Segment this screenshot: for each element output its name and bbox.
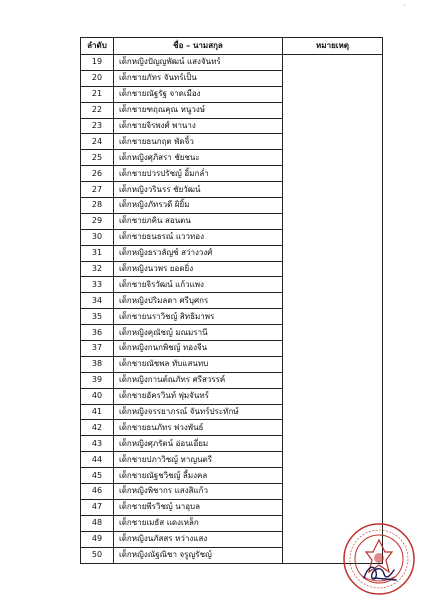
row-note [283,213,383,229]
student-name: เด็กชายณัชพล ทับแสนทบ [114,356,283,372]
student-roster-table [80,37,383,564]
row-note [283,55,383,71]
row-number: 37 [81,341,114,357]
student-name: เด็กชายภัทร จันทร์เป็น [114,70,283,86]
student-name: เด็กหญิงธรวลัญช์ สว่างวงศ์ [114,245,283,261]
row-number: 42 [81,420,114,436]
row-note [283,182,383,198]
student-name: เด็กหญิงกานต์ณภัทร ศรีสวรรค์ [114,372,283,388]
row-note [283,484,383,500]
student-name: เด็กหญิงปัญญพัฒน์ แสงจันทร์ [114,55,283,71]
row-number: 36 [81,325,114,341]
row-note [283,277,383,293]
student-name: เด็กหญิงนวพร ยอดยิ่ง [114,261,283,277]
table-row [81,356,383,372]
table-row [81,55,383,71]
row-number: 23 [81,118,114,134]
table-row [81,293,383,309]
row-note [283,388,383,404]
row-number: 41 [81,404,114,420]
row-number: 35 [81,309,114,325]
row-number: 46 [81,484,114,500]
row-note [283,198,383,214]
row-note [283,468,383,484]
row-number: 30 [81,229,114,245]
row-note [283,404,383,420]
table-row [81,213,383,229]
table-row [81,198,383,214]
student-name: เด็กชายปวรปรัชญ์ อิ้มกล่ำ [114,166,283,182]
student-name: เด็กหญิงวรินรร ชัยวัฒน์ [114,182,283,198]
row-number: 43 [81,436,114,452]
row-note [283,499,383,515]
row-note [283,150,383,166]
row-number: 40 [81,388,114,404]
table-row [81,277,383,293]
row-note [283,261,383,277]
student-name: เด็กหญิงศุภิสรา ชัยชนะ [114,150,283,166]
table-row [81,261,383,277]
table-row [81,245,383,261]
table-header-row [81,38,383,55]
row-note [283,134,383,150]
student-name: เด็กชายธนกฤต พัดจิ้ว [114,134,283,150]
table-row [81,531,383,547]
row-number: 19 [81,55,114,71]
page-corner-mark: ' [404,4,406,11]
row-note [283,341,383,357]
student-name: เด็กชายณัฐชวิชญ์ ลี้มงคล [114,468,283,484]
student-name: เด็กหญิงปริมลดา ศรีบุศกร [114,293,283,309]
student-name: เด็กชายเมธัส แดงเหล็ก [114,515,283,531]
row-number: 48 [81,515,114,531]
student-name: เด็กชายฑฤณคุณ หนูวงษ์ [114,102,283,118]
row-number: 20 [81,70,114,86]
student-name: เด็กชายพีรวิชญ์ นาอุบล [114,499,283,515]
student-name: เด็กหญิงศุภรัตน์ อ่อนเอี่ยม [114,436,283,452]
header-name: ชื่อ – นามสกุล [114,38,283,55]
table-row [81,70,383,86]
student-name: เด็กหญิงจรรยาภรณ์ จันทร์ประทักษ์ [114,404,283,420]
header-note: หมายเหตุ [283,38,383,55]
row-note [283,420,383,436]
student-name: เด็กหญิงพิชากร แสงสิแก้ว [114,484,283,500]
row-number: 33 [81,277,114,293]
row-note [283,229,383,245]
table-row [81,182,383,198]
student-name: เด็กชายจิรวัฒน์ แก้วแพง [114,277,283,293]
table-row [81,499,383,515]
row-number: 21 [81,86,114,102]
table-row [81,325,383,341]
table-row [81,388,383,404]
student-name: เด็กชายธนภัทร พ่วงพันธ์ [114,420,283,436]
row-note [283,166,383,182]
row-note [283,86,383,102]
roster-body [81,55,383,564]
table-row [81,134,383,150]
row-number: 45 [81,468,114,484]
table-row [81,86,383,102]
row-number: 29 [81,213,114,229]
student-name: เด็กหญิงคุณัชญ์ มณมรานี [114,325,283,341]
row-note [283,70,383,86]
row-number: 34 [81,293,114,309]
table-row [81,229,383,245]
row-number: 25 [81,150,114,166]
row-number: 28 [81,198,114,214]
row-note [283,102,383,118]
student-name: เด็กชายณัฐรัฐ จาดเมือง [114,86,283,102]
row-note [283,325,383,341]
student-name: เด็กหญิงนภัสสร หว่างแสง [114,531,283,547]
row-note [283,452,383,468]
table-row [81,484,383,500]
table-row [81,341,383,357]
student-name: เด็กชายนราวิชญ์ สิทธิมาพร [114,309,283,325]
row-note [283,245,383,261]
row-number: 44 [81,452,114,468]
row-number: 38 [81,356,114,372]
student-name: เด็กชายธนธรณ์ แววทอง [114,229,283,245]
row-number: 49 [81,531,114,547]
student-name: เด็กหญิงณัฐณิชา จรูญรัชญ์ [114,547,283,563]
row-note [283,372,383,388]
row-number: 31 [81,245,114,261]
handwritten-signature-icon [360,560,400,586]
row-number: 47 [81,499,114,515]
table-row [81,547,383,563]
student-name: เด็กชายภคิน สอนตน [114,213,283,229]
row-note [283,309,383,325]
row-number: 50 [81,547,114,563]
row-note [283,356,383,372]
table-row [81,420,383,436]
table-row [81,468,383,484]
student-name: เด็กหญิงกนกพิชญ์ ทองจีน [114,341,283,357]
table-row [81,404,383,420]
table-row [81,150,383,166]
table-row [81,436,383,452]
row-note [283,436,383,452]
table-row [81,452,383,468]
table-row [81,166,383,182]
row-number: 26 [81,166,114,182]
table-row [81,372,383,388]
student-name: เด็กหญิงภัทรวดี ผิยิ้ม [114,198,283,214]
table-row [81,515,383,531]
row-note [283,118,383,134]
row-number: 24 [81,134,114,150]
student-name: เด็กชายจิรพงศ์ พานาง [114,118,283,134]
table-row [81,309,383,325]
table-row [81,118,383,134]
row-number: 22 [81,102,114,118]
header-number: ลำดับ [81,38,114,55]
row-number: 27 [81,182,114,198]
row-note [283,293,383,309]
row-number: 32 [81,261,114,277]
student-name: เด็กชายอัครวินท์ พุ่มจันทร์ [114,388,283,404]
table-row [81,102,383,118]
student-name: เด็กชายปภาวิชญ์ หาญนตรี [114,452,283,468]
row-number: 39 [81,372,114,388]
